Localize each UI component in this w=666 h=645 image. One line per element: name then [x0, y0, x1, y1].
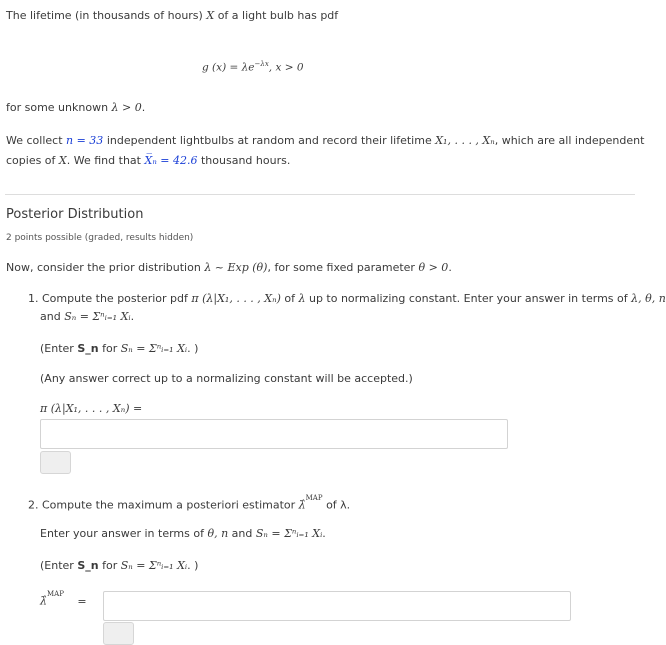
q2-label-lambda: λ̂	[40, 594, 47, 608]
points-possible: 2 points possible (graded, results hidden)	[6, 233, 194, 243]
q1-note: (Any answer correct up to a normalizing constant will be accepted.)	[40, 372, 413, 385]
copies-line	[6, 154, 290, 168]
q1-preview-button[interactable]	[40, 451, 71, 474]
q2-label-eq: =	[77, 594, 87, 608]
pdf-formula	[202, 57, 304, 75]
intro-text: The lifetime (in thousands of hours)	[6, 9, 203, 22]
for-some-line	[6, 101, 145, 115]
pdf-condition: , x > 0	[268, 61, 304, 74]
q2-hint-pre: (Enter	[40, 559, 74, 572]
q1-hint-sn: Sₙ = Σⁿᵢ₌₁ Xᵢ	[120, 342, 188, 355]
q1-params: λ, θ, n	[631, 292, 666, 305]
q1-and: and	[40, 310, 61, 323]
q1-hint-mid: for	[102, 342, 118, 355]
intro-line-1	[6, 9, 338, 23]
section-title: Posterior Distribution	[6, 207, 144, 222]
q1-line-1	[28, 292, 666, 306]
copies-pre: copies of	[6, 154, 56, 167]
for-some-text: for some unknown	[6, 101, 109, 114]
divider	[5, 194, 635, 195]
prior-mid: , for some fixed parameter	[267, 261, 415, 274]
pdf-lhs: g (x) = λe	[202, 61, 255, 74]
q1-of: of	[284, 292, 295, 305]
q1-hint-pre: (Enter	[40, 342, 74, 355]
theta-condition: θ > 0	[418, 261, 449, 274]
q1-answer-label: π (λ|X₁, . . . , Xₙ) =	[40, 402, 143, 415]
q2-pre: 2. Compute the maximum a posteriori estimator	[28, 498, 296, 512]
q2-terms-and: and	[231, 527, 253, 540]
q1-line-2	[40, 310, 134, 324]
q2-preview-button[interactable]	[103, 622, 134, 645]
q1-lambda: λ	[298, 292, 306, 305]
copies-mid: . We find that	[66, 154, 141, 167]
collect-end: , which are all independent	[494, 134, 645, 147]
pdf-exponent: −λx	[254, 60, 269, 68]
q2-hint	[40, 559, 198, 573]
q2-end: of λ.	[326, 498, 351, 512]
q2-line	[28, 495, 350, 513]
intro-text-end: of a light bulb has pdf	[217, 9, 339, 22]
copies-end: thousand hours.	[200, 154, 291, 167]
prior-math: λ ~ Exp (θ)	[204, 261, 268, 274]
q1-period: .	[130, 310, 135, 323]
collect-mid: independent lightbulbs at random and record their lifetime	[106, 134, 432, 147]
q2-answer-input[interactable]	[103, 591, 571, 621]
q2-hint-bold: S_n	[77, 559, 99, 572]
q2-answer-label	[40, 591, 87, 609]
q1-hint	[40, 342, 198, 356]
period: .	[141, 101, 146, 114]
q2-label-map: MAP	[46, 590, 64, 598]
prior-pre: Now, consider the prior distribution	[6, 261, 201, 274]
q2-terms-pre: Enter your answer in terms of	[40, 527, 204, 540]
q2-lambda-hat: λ̂	[298, 498, 306, 512]
q2-terms-params: θ, n	[207, 527, 229, 540]
q2-terms-sn: Sₙ = Σⁿᵢ₌₁ Xᵢ	[255, 527, 323, 540]
n-value: n = 33	[66, 134, 104, 147]
q2-hint-end: . )	[187, 559, 199, 572]
q2-map-sup: MAP	[305, 494, 323, 502]
collect-pre: We collect	[6, 134, 63, 147]
prior-end: .	[448, 261, 452, 274]
q1-hint-bold: S_n	[77, 342, 99, 355]
var-x: X	[206, 9, 215, 22]
q1-answer-input[interactable]	[40, 419, 508, 449]
collect-line	[6, 134, 644, 148]
q1-posterior-math: π (λ|X₁, . . . , Xₙ)	[191, 292, 281, 305]
q2-terms-period: .	[322, 527, 326, 540]
q1-pre: 1. Compute the posterior pdf	[28, 292, 188, 305]
xbar-value: X̅ₙ = 42.6	[144, 154, 198, 167]
q2-terms	[40, 527, 326, 541]
q1-sn-def: Sₙ = Σⁿᵢ₌₁ Xᵢ	[64, 310, 131, 323]
prior-line	[6, 261, 452, 275]
q2-hint-sn: Sₙ = Σⁿᵢ₌₁ Xᵢ	[120, 559, 188, 572]
q1-hint-end: . )	[187, 342, 199, 355]
q2-hint-mid: for	[102, 559, 118, 572]
q1-end: up to normalizing constant. Enter your answer in terms of	[308, 292, 628, 305]
x-sequence: X₁, . . . , Xₙ	[435, 134, 495, 147]
var-x-2: X	[58, 154, 67, 167]
lambda-condition: λ > 0	[111, 101, 142, 114]
